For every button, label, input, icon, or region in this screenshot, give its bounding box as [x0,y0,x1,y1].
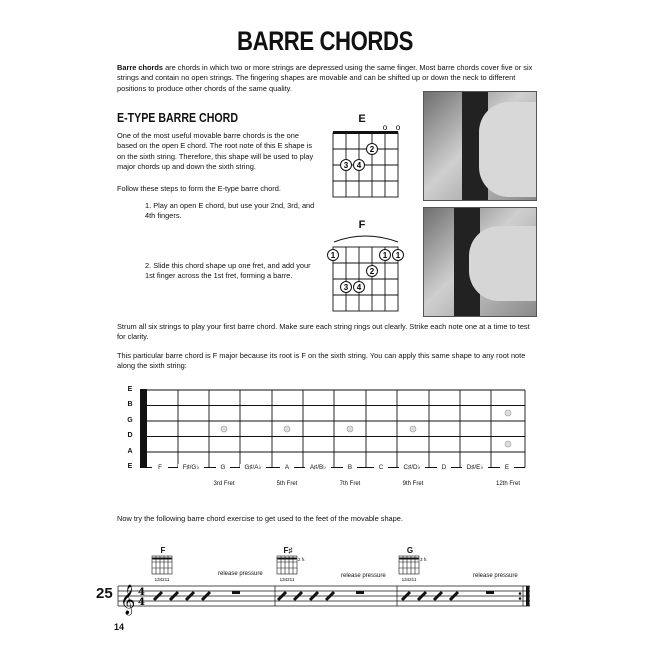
intro-paragraph [117,63,535,94]
string-label: A [127,448,133,455]
fret-note: F [152,464,168,471]
music-staff [116,580,534,620]
string-label: B [127,401,133,408]
hand-photo-e-chord [423,91,537,201]
fret-note: C♯/D♭ [399,464,425,471]
open-string-marker: o [395,125,401,132]
finger-number: 3 [343,283,349,292]
steps-intro: Follow these steps to form the E-type barre chord. [117,184,281,193]
intro-text: are chords in which two or more strings are depressed using the same finger. Most barre chords cover five or six strings and contain no open strings. The fingering shapes are movable and can be shifted up or down the neck to different positions to produce other chords of the same quality. [117,63,533,93]
treble-clef-icon: 𝄞 [120,585,136,615]
fret-note: G [216,464,230,471]
time-signature-bottom: 4 [138,597,145,608]
fret-note: C [374,464,388,471]
step-1: 1. Play an open E chord, but use your 2nd, 3rd, and 4th fingers. [145,201,315,221]
string-label: D [127,432,133,439]
hand-shape [479,102,536,197]
fret-position-label: 9th Fret [402,481,424,487]
string-label: E [127,386,133,393]
finger-number: 4 [356,161,362,170]
fret-note: A [280,464,294,471]
mini-chord-fingering: 134211 [154,577,170,582]
exercise-chord-name: G [406,546,414,555]
exercise-chord [395,546,435,584]
string-label: E [127,463,133,470]
hand-shape [469,226,536,301]
mini-chord-fingering: 134211 [279,577,295,582]
section-paragraph: One of the most useful movable barre chords is the one based on the open E chord. The root note of this E shape is on the sixth string. Therefore, this shape will be used to play major chords up and down the sixth string. [117,131,314,171]
finger-number: 1 [395,251,401,260]
whole-rest [356,591,364,594]
finger-number: 3 [343,161,349,170]
finger-number: 1 [382,251,388,260]
page-number: 14 [114,622,125,632]
hand-photo-f-chord [423,207,537,317]
exercise-paragraph: Now try the following barre chord exercise to get used to the feet of the movable shape. [117,514,403,523]
f-major-paragraph: This particular barre chord is F major because its root is F on the sixth string. You can apply this same shape to any root note along the sixth string: [117,351,526,371]
fret-note: D♯/E♭ [462,464,488,471]
fret-note: B [343,464,357,471]
whole-rest [486,591,494,594]
exercise-chord-name: F♯ [283,546,293,555]
fret-note: D [437,464,451,471]
page-title: BARRE CHORDS [237,26,413,56]
release-pressure-label: release pressure [218,571,263,577]
release-pressure-label: release pressure [341,573,386,579]
mini-chord-grid [148,555,178,583]
strum-paragraph: Strum all six strings to play your first barre chord. Make sure each string rings out clearly. Strike each note one at a time to test for clarity. [117,322,530,342]
open-string-marker: o [382,125,388,132]
finger-number: 1 [330,251,336,260]
section-heading: E-TYPE BARRE CHORD [117,111,239,125]
step-2: 2. Slide this chord shape up one fret, and add your 1st finger across the 1st fret, forming a barre. [145,261,311,281]
fret-position-label: 3rd Fret [213,481,235,487]
exercise-chord-fret: 2 fr. [298,557,306,562]
measure-number: 25 [96,585,113,602]
chord-e-diagram [325,125,405,200]
fretboard-grid [120,383,530,493]
fret-position-label: 12th Fret [495,481,520,487]
exercise-chord-fret: 3 fr. [420,557,428,562]
chord-e-name: E [358,113,366,125]
string-label: G [127,417,133,424]
chord-f-name: F [358,219,366,231]
fret-note: G♯/A♭ [240,464,266,471]
whole-rest [232,591,240,594]
exercise-chord [148,546,178,584]
time-signature-top: 4 [138,587,145,598]
release-pressure-label: release pressure [473,573,518,579]
fret-position-label: 5th Fret [276,481,298,487]
finger-number: 4 [356,283,362,292]
fret-note: F♯/G♭ [178,464,204,471]
finger-number: 2 [369,145,375,154]
mini-chord-fingering: 134211 [401,577,417,582]
exercise-chord [273,546,313,584]
chord-f-diagram [322,233,408,313]
exercise-chord-name: F [160,546,166,555]
fretboard-diagram [120,383,530,493]
intro-bold-term: Barre chords [117,63,164,72]
finger-number: 2 [369,267,375,276]
fret-note: A♯/B♭ [305,464,331,471]
fret-note: E [500,464,514,471]
fret-position-label: 7th Fret [339,481,361,487]
